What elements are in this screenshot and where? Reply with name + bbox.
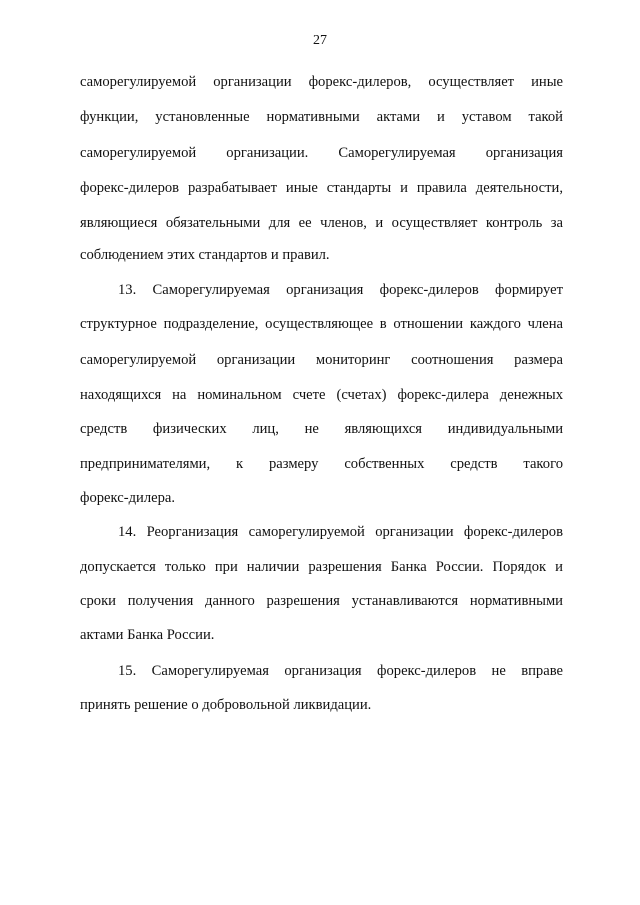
text-line: саморегулируемой организации. Саморегулируемая организация — [80, 145, 563, 161]
page-number: 27 — [313, 33, 327, 48]
text-line: являющиеся обязательными для ее членов, и осуществляет контроль за — [80, 215, 563, 231]
text-line: 15. Саморегулируемая организация форекс-дилеров не вправе — [118, 663, 563, 679]
text-line: соблюдением этих стандартов и правил. — [80, 247, 330, 263]
text-line: форекс-дилеров разрабатывает иные стандарты и правила деятельности, — [80, 180, 563, 196]
text-line: допускается только при наличии разрешения Банка России. Порядок и — [80, 559, 563, 575]
text-line: предпринимателями, к размеру собственных средств такого — [80, 456, 563, 472]
text-line: актами Банка России. — [80, 627, 215, 643]
text-line: 14. Реорганизация саморегулируемой организации форекс-дилеров — [118, 524, 563, 540]
text-line: структурное подразделение, осуществляющее в отношении каждого члена — [80, 316, 563, 332]
text-line: сроки получения данного разрешения устанавливаются нормативными — [80, 593, 563, 609]
text-line: принять решение о добровольной ликвидации. — [80, 697, 372, 713]
text-line: форекс-дилера. — [80, 490, 176, 506]
text-line: функции, установленные нормативными актами и уставом такой — [80, 109, 563, 125]
text-line: саморегулируемой организации мониторинг соотношения размера — [80, 352, 563, 368]
text-line: саморегулируемой организации форекс-дилеров, осуществляет иные — [80, 74, 563, 90]
text-line: средств физических лиц, не являющихся индивидуальными — [80, 421, 563, 437]
text-line: 13. Саморегулируемая организация форекс-дилеров формирует — [118, 282, 563, 298]
text-line: находящихся на номинальном счете (счетах) форекс-дилера денежных — [80, 387, 563, 403]
